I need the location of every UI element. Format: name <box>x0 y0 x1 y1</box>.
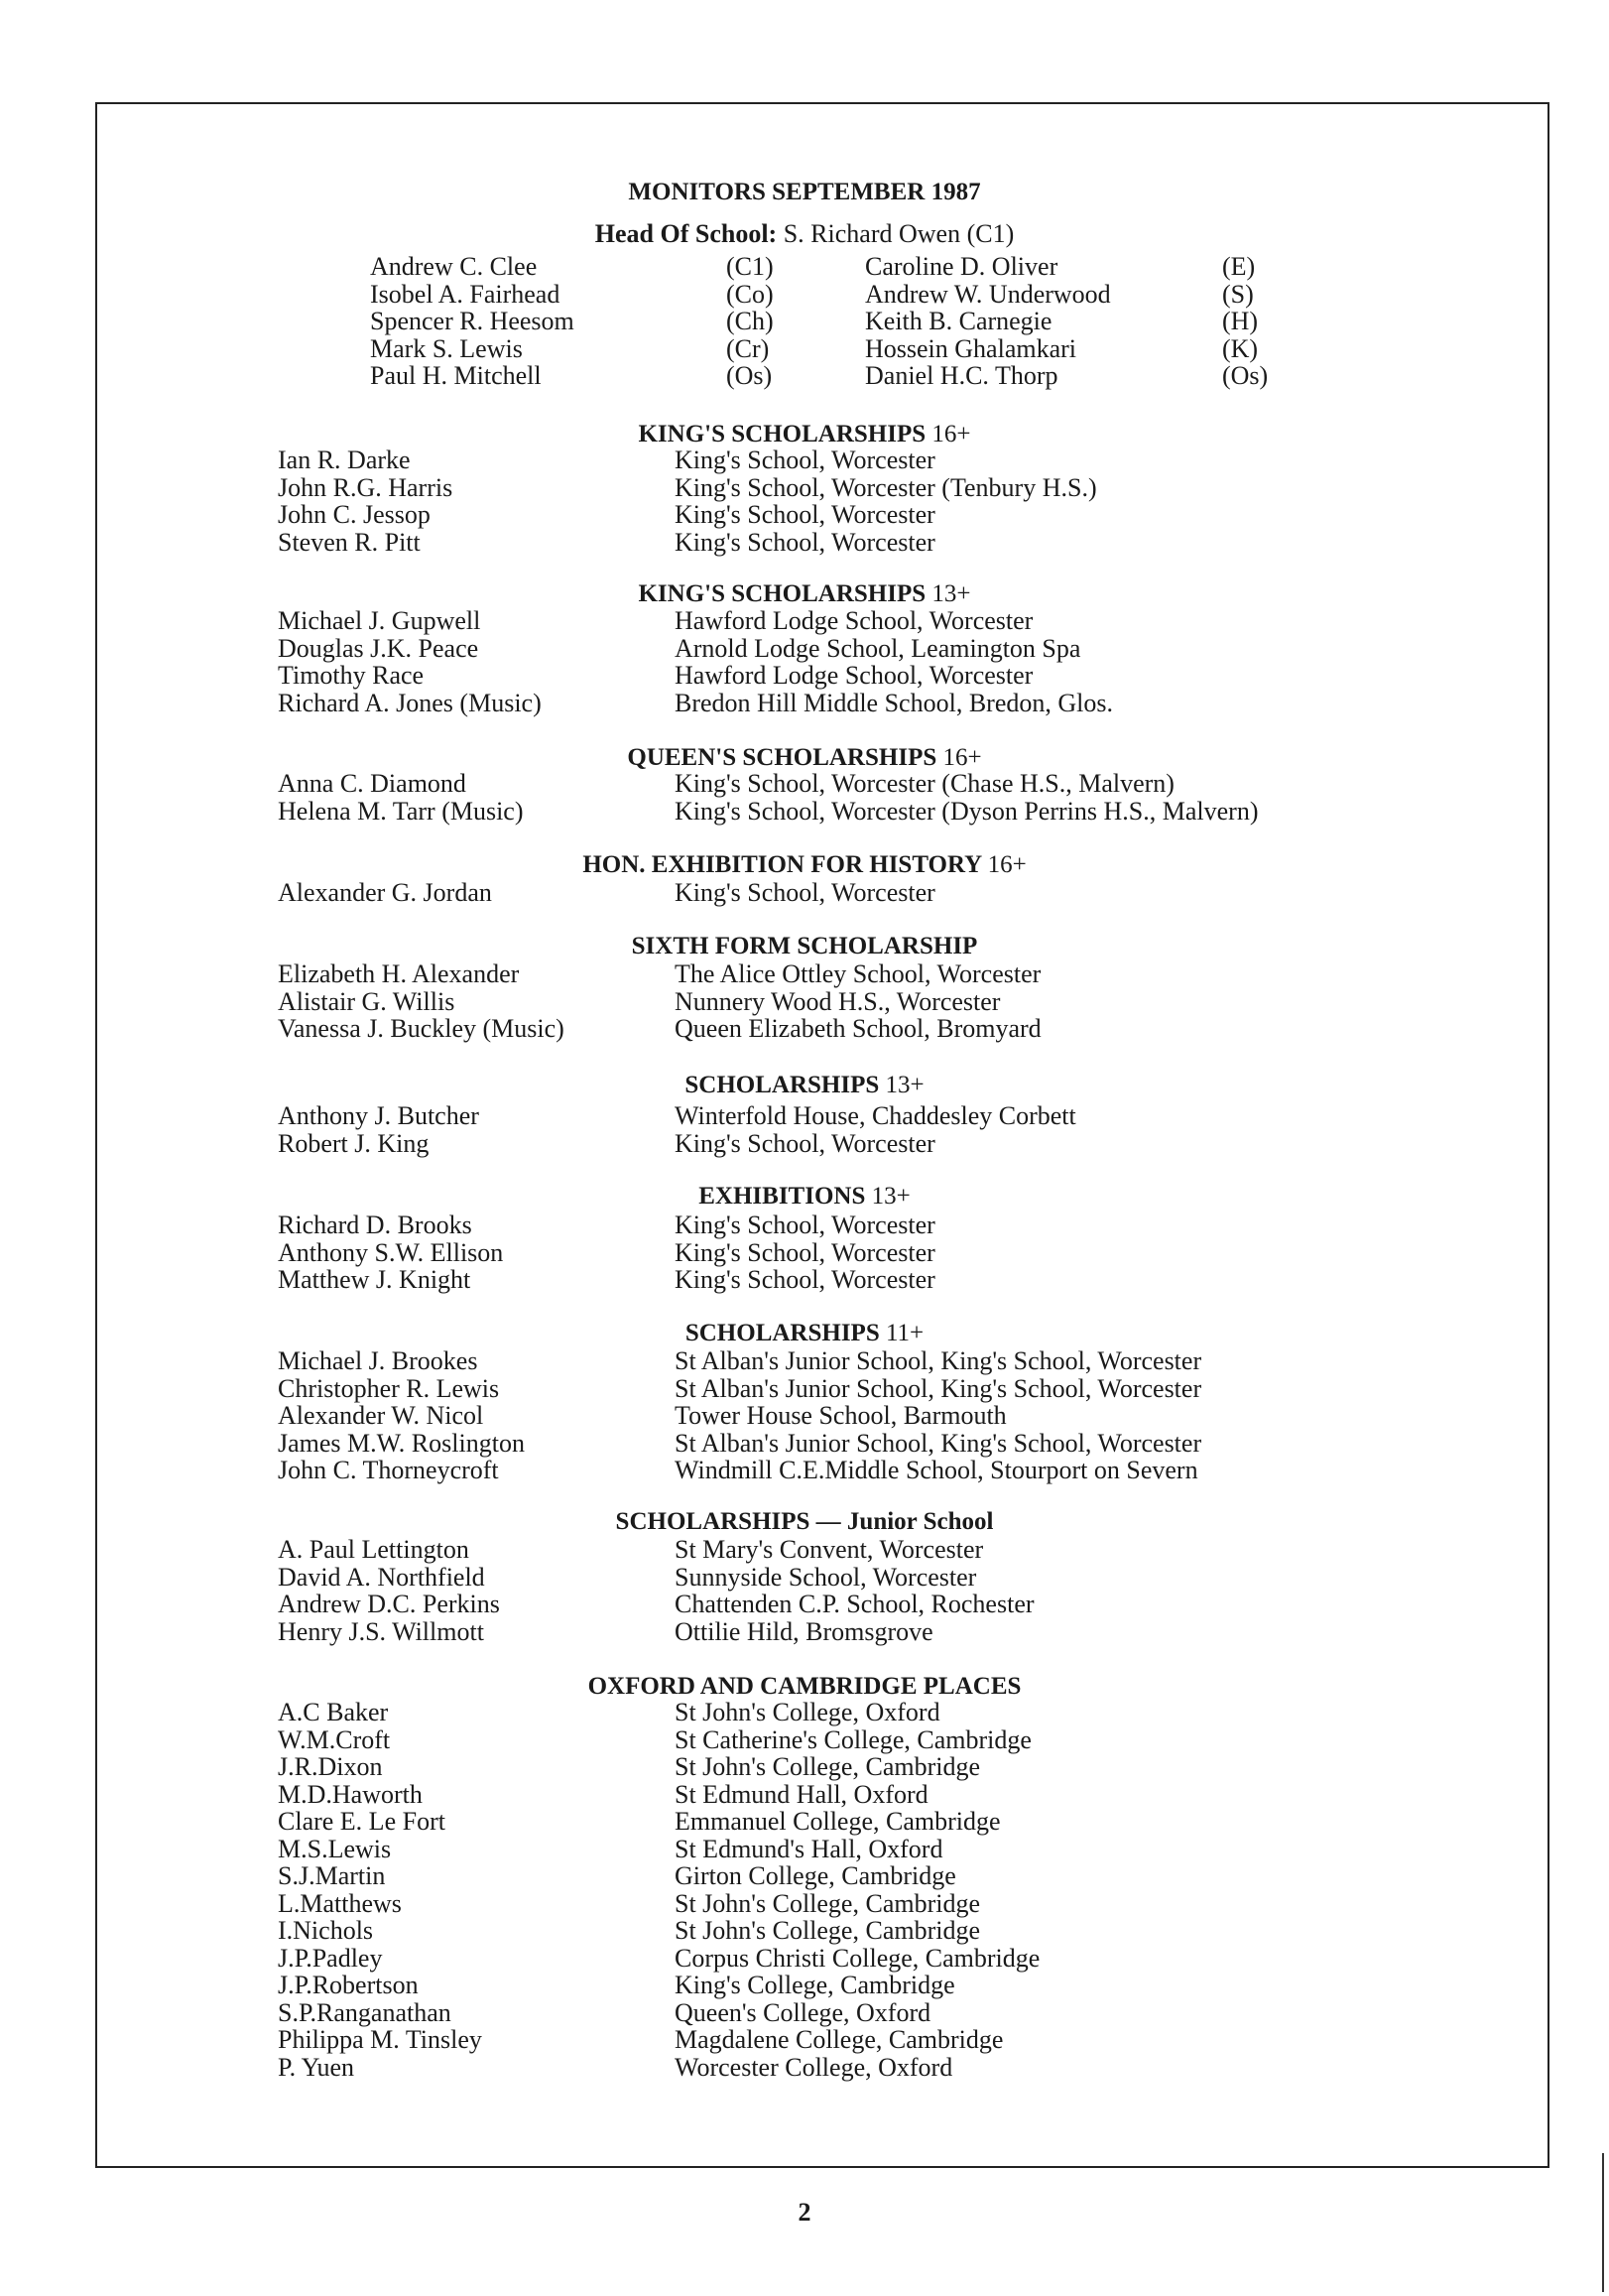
section-title <box>0 1508 1609 1536</box>
award-row <box>0 1212 1609 1239</box>
monitor-name: Mark S. Lewis <box>370 333 523 363</box>
student-name: James M.W. Roslington <box>278 1428 525 1458</box>
student-name: Anthony S.W. Ellison <box>278 1237 504 1267</box>
award-row <box>0 1781 1609 1809</box>
section-title-text: QUEEN'S SCHOLARSHIPS <box>627 744 937 771</box>
monitors-title: MONITORS SEPTEMBER 1987 <box>628 179 981 205</box>
section-title <box>0 851 1609 879</box>
monitor-house: (Cr) <box>726 333 770 363</box>
monitor-name: Andrew C. Clee <box>370 252 538 281</box>
section-title-text: OXFORD AND CAMBRIDGE PLACES <box>587 1673 1022 1700</box>
monitor-house: (C1) <box>726 252 774 281</box>
student-name: Matthew J. Knight <box>278 1265 471 1294</box>
award-row <box>0 446 1609 474</box>
section-title <box>0 1072 1609 1099</box>
student-name: Richard A. Jones (Music) <box>278 688 542 717</box>
monitor-row <box>0 253 1609 281</box>
award-row <box>0 879 1609 907</box>
school-name: King's College, Cambridge <box>675 1971 955 1999</box>
head-of-school-value: S. Richard Owen (C1) <box>783 219 1015 248</box>
student-name: J.R.Dixon <box>278 1752 383 1781</box>
school-name: King's School, Worcester (Dyson Perrins H.S., Malvern) <box>675 796 1259 826</box>
award-row <box>0 1753 1609 1781</box>
head-of-school <box>0 220 1609 248</box>
section-title <box>0 933 1609 960</box>
award-row <box>0 1591 1609 1618</box>
monitor-name: Andrew W. Underwood <box>865 279 1111 309</box>
student-name: Steven R. Pitt <box>278 527 421 557</box>
school-name: Worcester College, Oxford <box>675 2052 953 2082</box>
award-row <box>0 474 1609 502</box>
award-row <box>0 1402 1609 1430</box>
monitor-name: Daniel H.C. Thorp <box>865 361 1058 391</box>
school-name: St Mary's Convent, Worcester <box>675 1535 984 1564</box>
section-title <box>0 744 1609 772</box>
section-title-text: KING'S SCHOLARSHIPS <box>638 421 927 447</box>
section-title-suffix: 16+ <box>931 421 971 447</box>
monitor-row <box>0 281 1609 309</box>
student-name: Michael J. Gupwell <box>278 606 481 635</box>
student-name: M.D.Haworth <box>278 1779 423 1809</box>
student-name: M.S.Lewis <box>278 1834 392 1863</box>
award-row <box>0 960 1609 988</box>
monitor-row <box>0 308 1609 335</box>
section-title <box>0 421 1609 448</box>
school-name: Sunnyside School, Worcester <box>675 1562 977 1592</box>
award-row <box>0 1618 1609 1646</box>
school-name: St Edmund's Hall, Oxford <box>675 1834 943 1863</box>
school-name: The Alice Ottley School, Worcester <box>675 959 1042 988</box>
school-name: Hawford Lodge School, Worcester <box>675 661 1034 690</box>
section-title-text: EXHIBITIONS <box>698 1183 866 1210</box>
award-row <box>0 1862 1609 1890</box>
section-title-suffix: 13+ <box>885 1072 925 1098</box>
school-name: St Alban's Junior School, King's School, Worcester <box>675 1428 1202 1458</box>
award-row <box>0 1999 1609 2027</box>
section-title-suffix: 13+ <box>871 1183 911 1210</box>
school-name: St John's College, Cambridge <box>675 1888 981 1918</box>
page-number: 2 <box>798 2198 811 2227</box>
school-name: Girton College, Cambridge <box>675 1861 956 1890</box>
school-name: Queen Elizabeth School, Bromyard <box>675 1014 1042 1043</box>
award-row <box>0 635 1609 663</box>
award-row <box>0 988 1609 1016</box>
award-row <box>0 607 1609 635</box>
school-name: Windmill C.E.Middle School, Stourport on Severn <box>675 1456 1198 1484</box>
section-title <box>0 580 1609 608</box>
school-name: St John's College, Oxford <box>675 1698 940 1726</box>
award-row <box>0 662 1609 690</box>
student-name: W.M.Croft <box>278 1724 391 1754</box>
school-name: Ottilie Hild, Bromsgrove <box>675 1616 933 1646</box>
award-row <box>0 2026 1609 2054</box>
student-name: Timothy Race <box>278 661 425 690</box>
monitor-house: (Co) <box>726 279 774 309</box>
school-name: St John's College, Cambridge <box>675 1752 981 1781</box>
student-name: Robert J. King <box>278 1128 430 1158</box>
school-name: King's School, Worcester <box>675 1211 935 1239</box>
student-name: A. Paul Lettington <box>278 1535 469 1564</box>
school-name: King's School, Worcester (Chase H.S., Malvern) <box>675 769 1175 798</box>
student-name: John R.G. Harris <box>278 472 453 502</box>
school-name: Arnold Lodge School, Leamington Spa <box>675 633 1081 663</box>
award-row <box>0 770 1609 798</box>
student-name: Alistair G. Willis <box>278 986 455 1016</box>
award-row <box>0 1945 1609 1973</box>
section-title-suffix: 13+ <box>931 580 971 607</box>
school-name: St Edmund Hall, Oxford <box>675 1779 928 1809</box>
student-name: Alexander W. Nicol <box>278 1401 484 1430</box>
monitor-house: (K) <box>1222 333 1259 363</box>
school-name: Hawford Lodge School, Worcester <box>675 606 1034 635</box>
section-title-text: KING'S SCHOLARSHIPS <box>638 580 927 607</box>
award-row <box>0 1375 1609 1403</box>
school-name: King's School, Worcester <box>675 446 935 474</box>
student-name: Vanessa J. Buckley (Music) <box>278 1014 564 1043</box>
school-name: St Alban's Junior School, King's School, Worcester <box>675 1373 1202 1403</box>
school-name: Tower House School, Barmouth <box>675 1401 1007 1430</box>
school-name: St Catherine's College, Cambridge <box>675 1724 1032 1754</box>
monitor-name: Isobel A. Fairhead <box>370 279 560 309</box>
monitor-name: Keith B. Carnegie <box>865 307 1052 336</box>
section-title-suffix: 11+ <box>885 1320 925 1346</box>
monitor-house: (Ch) <box>726 307 774 336</box>
section-title-text: SCHOLARSHIPS <box>684 1072 880 1098</box>
monitor-house: (Os) <box>726 361 773 391</box>
student-name: J.P.Robertson <box>278 1971 419 1999</box>
school-name: Emmanuel College, Cambridge <box>675 1807 1001 1836</box>
section-title-text: SCHOLARSHIPS <box>684 1320 880 1346</box>
school-name: King's School, Worcester <box>675 1237 935 1267</box>
award-row <box>0 1457 1609 1484</box>
award-row <box>0 690 1609 717</box>
student-name: Ian R. Darke <box>278 446 411 474</box>
student-name: Andrew D.C. Perkins <box>278 1590 500 1618</box>
award-row <box>0 1917 1609 1945</box>
student-name: L.Matthews <box>278 1888 402 1918</box>
award-row <box>0 1808 1609 1836</box>
award-row <box>0 1015 1609 1043</box>
student-name: Michael J. Brookes <box>278 1346 478 1375</box>
school-name: Chattenden C.P. School, Rochester <box>675 1590 1035 1618</box>
monitor-name: Caroline D. Oliver <box>865 252 1058 281</box>
school-name: St Alban's Junior School, King's School, Worcester <box>675 1346 1202 1375</box>
award-row <box>0 501 1609 529</box>
school-name: King's School, Worcester <box>675 1128 935 1158</box>
monitor-name: Paul H. Mitchell <box>370 361 542 391</box>
student-name: Anthony J. Butcher <box>278 1101 479 1130</box>
school-name: St John's College, Cambridge <box>675 1916 981 1945</box>
student-name: Alexander G. Jordan <box>278 878 492 907</box>
award-row <box>0 1836 1609 1863</box>
student-name: Henry J.S. Willmott <box>278 1616 484 1646</box>
section-title-text: HON. EXHIBITION FOR HISTORY <box>582 851 982 878</box>
school-name: Winterfold House, Chaddesley Corbett <box>675 1101 1076 1130</box>
student-name: Douglas J.K. Peace <box>278 633 479 663</box>
student-name: Helena M. Tarr (Music) <box>278 796 524 826</box>
student-name: Richard D. Brooks <box>278 1211 472 1239</box>
award-row <box>0 1890 1609 1918</box>
section-title <box>0 1673 1609 1701</box>
monitor-name: Hossein Ghalamkari <box>865 333 1077 363</box>
student-name: A.C Baker <box>278 1698 389 1726</box>
student-name: I.Nichols <box>278 1916 374 1945</box>
section-title-suffix: 16+ <box>987 851 1027 878</box>
school-name: King's School, Worcester <box>675 878 935 907</box>
section-title-text: SIXTH FORM SCHOLARSHIP <box>631 933 978 959</box>
monitor-row <box>0 362 1609 390</box>
student-name: J.P.Padley <box>278 1943 383 1973</box>
school-name: King's School, Worcester (Tenbury H.S.) <box>675 472 1097 502</box>
student-name: John C. Jessop <box>278 500 431 529</box>
monitor-name: Spencer R. Heesom <box>370 307 574 336</box>
monitor-row <box>0 335 1609 363</box>
award-row <box>0 1536 1609 1564</box>
award-row <box>0 1564 1609 1592</box>
monitor-house: (Os) <box>1222 361 1269 391</box>
award-row <box>0 1102 1609 1130</box>
section-title <box>0 1183 1609 1211</box>
award-row <box>0 1972 1609 1999</box>
student-name: S.J.Martin <box>278 1861 386 1890</box>
head-of-school-label: Head Of School: <box>594 219 778 248</box>
student-name: Philippa M. Tinsley <box>278 2025 482 2054</box>
section-title-text: SCHOLARSHIPS — Junior School <box>615 1508 994 1535</box>
student-name: John C. Thorneycroft <box>278 1456 499 1484</box>
monitor-house: (H) <box>1222 307 1259 336</box>
student-name: Christopher R. Lewis <box>278 1373 500 1403</box>
school-name: Magdalene College, Cambridge <box>675 2025 1004 2054</box>
award-row <box>0 1239 1609 1267</box>
monitor-house: (S) <box>1222 279 1254 309</box>
award-row <box>0 529 1609 557</box>
student-name: P. Yuen <box>278 2052 355 2082</box>
school-name: King's School, Worcester <box>675 500 935 529</box>
school-name: Bredon Hill Middle School, Bredon, Glos. <box>675 688 1113 717</box>
student-name: Clare E. Le Fort <box>278 1807 445 1836</box>
student-name: David A. Northfield <box>278 1562 485 1592</box>
student-name: Anna C. Diamond <box>278 769 466 798</box>
section-title <box>0 1320 1609 1347</box>
award-row <box>0 1347 1609 1375</box>
monitor-house: (E) <box>1222 252 1256 281</box>
school-name: Nunnery Wood H.S., Worcester <box>675 986 1001 1016</box>
school-name: Queen's College, Oxford <box>675 1997 931 2027</box>
award-row <box>0 798 1609 826</box>
school-name: King's School, Worcester <box>675 527 935 557</box>
school-name: King's School, Worcester <box>675 1265 935 1294</box>
award-row <box>0 1266 1609 1294</box>
award-row <box>0 1699 1609 1726</box>
award-row <box>0 1726 1609 1754</box>
student-name: Elizabeth H. Alexander <box>278 959 520 988</box>
section-title-suffix: 16+ <box>942 744 982 771</box>
school-name: Corpus Christi College, Cambridge <box>675 1943 1041 1973</box>
award-row <box>0 1130 1609 1158</box>
award-row <box>0 1430 1609 1458</box>
student-name: S.P.Ranganathan <box>278 1997 451 2027</box>
award-row <box>0 2054 1609 2082</box>
